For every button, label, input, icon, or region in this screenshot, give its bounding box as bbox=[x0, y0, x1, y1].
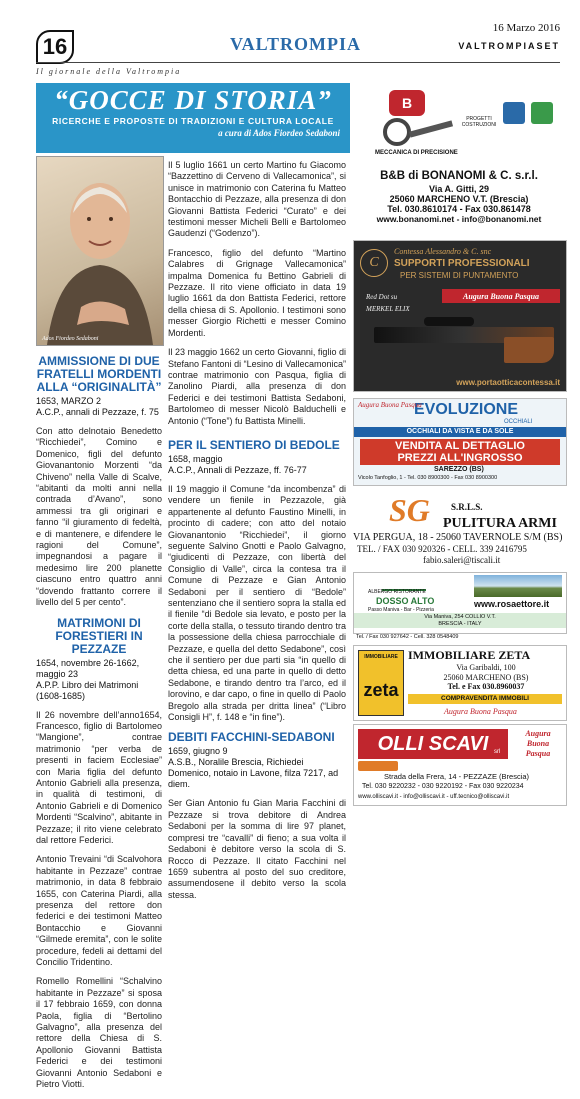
contessa-url[interactable]: www.portaotticacontessa.it bbox=[456, 378, 560, 387]
zeta-auguri: Augura Buona Pasqua bbox=[444, 707, 517, 716]
section-source: A.P.P. Libro dei Matrimoni (1608-1685) bbox=[36, 679, 139, 701]
section-body: Francesco, figlio del defunto “Martino Calabres di Grignage Vallecamonica” impalma Domenica fu Bettino Gabrieli di Pezzaze. Il rito viene officiato in data 19 luglio 1661 da don Battista Federici, rettore della chiesa di S. Apollonio. I testimoni sono messer Giorgio Richetti e messer Comino Mordenti. bbox=[168, 247, 346, 338]
bonanomi-name: B&B di BONANOMI & C. s.r.l. bbox=[380, 170, 538, 182]
ad-bonanomi bbox=[353, 168, 565, 234]
dosso-contact bbox=[354, 613, 566, 628]
olli-auguri1: Augura bbox=[525, 729, 551, 738]
olli-tel: Tel. 030 9220232 - 030 9220192 - Fax 030 9220234 bbox=[362, 783, 524, 790]
zeta-bar bbox=[408, 694, 562, 704]
bb-logo-icon: B bbox=[389, 90, 425, 116]
dosso-kind: ALBERGO RISTORANTE bbox=[368, 589, 426, 595]
column-middle bbox=[168, 160, 346, 909]
ad-bb-logo bbox=[353, 82, 565, 168]
section-body: Romello Romellini “Schalvino habitante in Pezzaze” si sposa il 17 febbraio 1659, con donna Paola, figlia di “Bertolino Galvagno”, alla presenza del rettore della Chiesa di S. Apollonio Giovanni Battista Federici e dei testimoni Giovanni Antonio Sedaboni e Pietro Viotti. bbox=[36, 976, 162, 1090]
brand-right: VALTROMPIASET bbox=[458, 41, 560, 51]
olli-srl: srl bbox=[494, 749, 501, 755]
section-source: A.C.P., Annali di Pezzaze, ff. 76-77 bbox=[168, 464, 307, 475]
ad-zeta bbox=[353, 645, 567, 721]
sg-addr: VIA PERGUA, 18 - 25060 TAVERNOLE S/M (BS) bbox=[353, 532, 563, 543]
sg-tel: TEL. / FAX 030 920326 - CELL. 339 2416795 bbox=[357, 544, 527, 554]
ad-sg bbox=[353, 494, 565, 566]
evo-name: EVOLUZIONE bbox=[414, 401, 519, 418]
section-body: Il 19 maggio il Comune “da incombenza” di vendere un fienile in Pezzazole, già appartenente al defunto Faustino Minelli, in procinto di cadere; con atto del notaio Giovanantonio “Ricchiedei”, il giorno seguente Salvino Gnotti e Paolo Galvagno, “giudicenti di Pezzaze, con libertà del Consiglio di Valle”, circa la contesa tra il Comune di Pezzaze e Gian Antonio Sedaboni per il sentiero di “Bedole” sentenziano che il sentiero sopra la stalla ed il fienile “di Bedole sia levato, e posto per la corte della stalla, o tessuto tirando dentro tra la possessione della chiesa parrocchiale di Pezzaze, e quella del detto Sedabone”, così che il sentiero per due parti sia “in quello di detta chiesa, ed una parte in quello di detto Sedabone, e tirando dentro tra l’arco, ed il lorovino, e dar capo, o fine in quello di Paolo Bregolo alla strada per dritta linea” (“Libro Consigli H”, f. 148 e “in fine”). bbox=[168, 483, 346, 723]
dosso-city: BRESCIA - ITALY bbox=[438, 620, 482, 627]
gear-icon bbox=[383, 118, 411, 146]
page-number: 16 bbox=[36, 30, 74, 64]
cert-badge-icon bbox=[531, 102, 553, 124]
ad-olli-scavi bbox=[353, 724, 567, 806]
header-rule bbox=[36, 62, 560, 63]
dosso-name: DOSSO ALTO bbox=[376, 596, 435, 606]
dosso-photo bbox=[474, 575, 562, 597]
section-heading-debiti: DEBITI FACCHINI-SEDABONI bbox=[168, 730, 335, 745]
stock-icon bbox=[504, 337, 554, 363]
article-title: “GOCCE DI STORIA” bbox=[54, 85, 332, 115]
section-body: Con atto delnotaio Benedetto “Ricchiedei”, Comino e Domenico, figli del defunto Giovanantonio Morzenti “da Chiveno” nella Valle di Scalve, “abitanti da molti anni nella contrada d’Avano”, sono ammessi tra gli originari e fanno “il giuramento di fedeltà, e di mantenere, e difendere le ragioni del Comune”, impegnandosi a pagare il medesimo lire 200 planette ciascuno entro quattro anni “dovendo frattanto correre il livello del 5 per cento”. bbox=[36, 426, 162, 608]
evo-city: SAREZZO (BS) bbox=[434, 466, 484, 473]
evo-occhiali: OCCHIALI bbox=[504, 419, 533, 425]
section-body: Ser Gian Antonio fu Gian Maria Facchini di Pezzaze si trova debitore di Andrea Sedaboni per la somma di lire 97 planet, compresi tre “cavalli” di fieno; a sua volta il Sedaboni è debitore verso la scola di S. Rocco di Pezzaze. Il citato Facchini nel 1659 subentra al posto del suo creditore, assumendosene il debito verso la scola stessa. bbox=[168, 798, 346, 900]
section-date: 1658, maggio bbox=[168, 453, 223, 464]
contessa-logo-icon: C bbox=[360, 249, 388, 277]
zeta-name: IMMOBILIARE ZETA bbox=[408, 648, 531, 662]
bonanomi-web: www.bonanomi.net - info@bonanomi.net bbox=[376, 214, 542, 224]
contessa-merkel: MERKEL ELIX bbox=[366, 305, 410, 313]
olli-auguri2: Buona bbox=[526, 739, 550, 748]
issue-date: 16 Marzo 2016 bbox=[492, 22, 560, 34]
zeta-addr2: 25060 MARCHENO (BS) bbox=[443, 672, 529, 682]
meccanica-label: MECCANICA DI PRECISIONE bbox=[375, 150, 458, 156]
zeta-contacts bbox=[408, 663, 564, 692]
cert-badge-icon bbox=[503, 102, 525, 124]
section-body: Il 5 luglio 1661 un certo Martino fu Giacomo “Bazzettino di Cerveno di Vallecamonica”, si unisce in matrimonio con Caterina fu Matteo Bontacchio di Pezzaze, alla presenza di don Giovanni Battista Federici “Curato” e dei testimoni messer Micheli Belli e Bartolomeo Gaudenzi (“Godenzo”). bbox=[168, 160, 346, 239]
olli-web[interactable]: www.olliscavi.it - info@olliscavi.it - uff.tecnico@olliscavi.it bbox=[358, 794, 510, 800]
zeta-logo-top: IMMOBILIARE bbox=[364, 654, 398, 660]
ad-evoluzione bbox=[353, 398, 567, 486]
section-source: A.S.B., Noralile Brescia, Richiedei Domenico, notaio in Lavone, filza 7217, ad diem. bbox=[168, 757, 339, 790]
sg-email[interactable]: fabio.saleri@tiscali.it bbox=[423, 555, 501, 565]
contessa-line2: PER SISTEMI DI PUNTAMENTO bbox=[400, 271, 519, 280]
contessa-auguri bbox=[442, 289, 560, 303]
sg-logo: SG bbox=[389, 494, 430, 528]
portrait-illustration bbox=[37, 157, 163, 345]
bonanomi-addr: Via A. Gitti, 29 bbox=[428, 184, 490, 194]
section-body: Antonio Trevaini “di Scalvohora habitante in Pezzaze” contrae matrimonio, in data 8 febbraio 1655, con Caterina Piardi, alla presenza del rettore don federici e dei testimoni Matteo Bontacchio e Giovanni “Gilmede eremita”, con le solite procedure, fedeli ai dettami del Concilio Tridentino. bbox=[36, 854, 162, 968]
photo-caption: Ados Fiordeo Sedaboni bbox=[42, 336, 99, 342]
bonanomi-tel: Tel. 030.8610174 - Fax 030.861478 bbox=[387, 204, 531, 214]
section-source: A.C.P., annali di Pezzaze, f. 75 bbox=[36, 407, 159, 417]
olli-auguri bbox=[514, 729, 562, 759]
evo-promo1: VENDITA AL DETTAGLIO bbox=[395, 440, 525, 452]
evo-promo2: PREZZI ALL'INGROSSO bbox=[397, 452, 523, 464]
contessa-auguri-text: Augura Buona Pasqua bbox=[462, 291, 540, 301]
evo-promo bbox=[360, 439, 560, 465]
dosso-tel: Tel. / Fax 030 927642 - Cell. 328 0548409 bbox=[356, 634, 459, 640]
tagline: Il giornale della Valtrompia bbox=[36, 67, 182, 76]
sg-srls: S.R.L.S. bbox=[451, 502, 483, 512]
author-photo bbox=[36, 156, 164, 346]
dosso-sub: Passo Maniva - Bar - Pizzeria bbox=[368, 607, 434, 613]
publication-title: VALTROMPIA bbox=[230, 34, 362, 54]
section-heading-sentiero: PER IL SENTIERO DI BEDOLE bbox=[168, 437, 340, 452]
contessa-name: Contessa Alessandro & C. snc bbox=[394, 247, 492, 256]
dosso-web[interactable]: www.rosaettore.it bbox=[474, 599, 550, 609]
sg-name: PULITURA ARMI bbox=[443, 516, 557, 531]
wrench-icon bbox=[409, 120, 453, 137]
contessa-line1: SUPPORTI PROFESSIONALI bbox=[394, 258, 530, 269]
zeta-logo-bottom: zeta bbox=[363, 680, 399, 700]
evo-auguri: Augura Buona Pasqua bbox=[358, 401, 422, 409]
contessa-reddot: Red Dot su bbox=[366, 293, 398, 301]
ad-contessa bbox=[353, 240, 567, 392]
column-left bbox=[36, 355, 162, 1099]
olli-name: OLLI SCAVI bbox=[377, 732, 489, 755]
excavator-icon bbox=[358, 761, 398, 771]
section-body: Il 23 maggio 1662 un certo Giovanni, figlio di Stefano Fantoni di “Lesino di Vallecamonica” contrae matrimonio con Pasqua, figlia di Zanolino Piardi, alla presenza di don Federici e dei testimoni Battista Sedaboni, Bartolomeo di messer Nicolò Balduchelli e Antonio (“Tone”) fu Battista Minelli. bbox=[168, 347, 346, 426]
zeta-tel: Tel. e Fax 030.8960037 bbox=[447, 682, 525, 691]
article-banner bbox=[36, 83, 350, 153]
section-date: 1653, MARZO 2 bbox=[36, 396, 102, 406]
olli-auguri3: Pasqua bbox=[525, 749, 551, 758]
section-date: 1654, novembre 26-1662, maggio 23 bbox=[36, 657, 140, 679]
olli-logo bbox=[358, 729, 508, 759]
zeta-logo bbox=[358, 650, 404, 716]
article-author-line: a cura di Ados Fiordeo Sedaboni bbox=[218, 128, 340, 138]
bonanomi-city: 25060 MARCHENO V.T. (Brescia) bbox=[389, 194, 529, 204]
zeta-bar-text: COMPRAVENDITA IMMOBILI bbox=[441, 695, 529, 702]
article-subtitle: RICERCHE E PROPOSTE DI TRADIZIONI E CULTURA LOCALE bbox=[52, 116, 334, 126]
section-date: 1659, giugno 9 bbox=[168, 746, 228, 757]
olli-addr: Strada della Frera, 14 - PEZZAZE (Brescia) bbox=[384, 772, 530, 781]
section-heading-matrimoni: MATRIMONI DI FORESTIERI IN PEZZAZE bbox=[55, 615, 143, 656]
evo-strip-text: OCCHIALI DA VISTA E DA SOLE bbox=[406, 428, 514, 435]
scope-icon bbox=[424, 317, 474, 326]
zeta-addr1: Via Garibaldi, 100 bbox=[456, 663, 516, 672]
section-body: Il 26 novembre dell’anno1654, Francesco, figlio di Bartolomeo “Mangione”, contrae matrimonio “per verba de presenti in faciem Ecclesiae” con Maria figlia del defunto Antonio Gabrieli alla presenza, in qualità di testimoni, di Antonio Gabrieli e di Domenico Mordenti “Scalvino”, abitante in Pezzaze; il rito viene celebrato dal rettore Federici. bbox=[36, 709, 162, 845]
evo-strip bbox=[354, 427, 566, 437]
evo-addr: Vicolo Tanfoglio, 1 - Tel. 030 8900300 - Fax 030 8900300 bbox=[358, 475, 498, 481]
progetti-label: PROGETTI COSTRUZIONI bbox=[461, 116, 497, 128]
section-heading-ammissione: AMMISSIONE DI DUE FRATELLI MORDENTI ALLA “ORIGINALITÀ” bbox=[36, 354, 162, 394]
ad-dosso-alto bbox=[353, 572, 567, 634]
dosso-addr: Via Maniva, 254 COLLIO V.T. bbox=[424, 614, 496, 620]
